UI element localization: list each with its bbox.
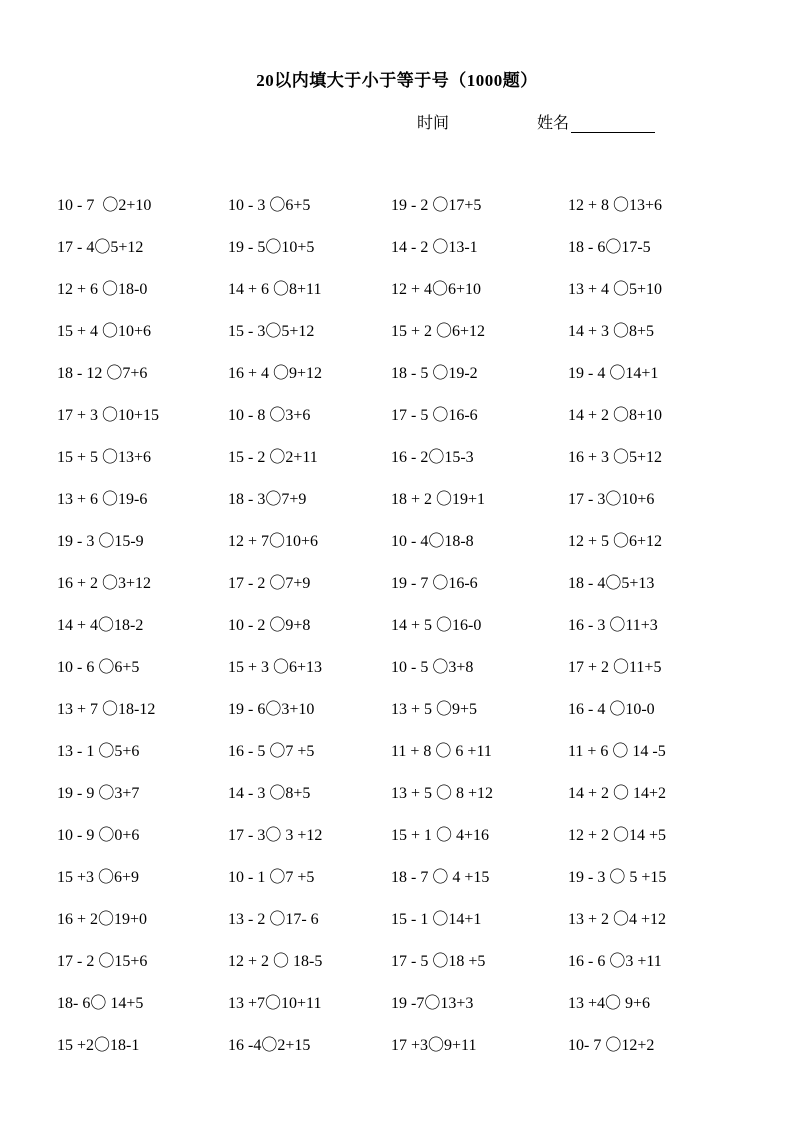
comparison-problem[interactable]: 19 - 6〇3+10 xyxy=(228,701,315,718)
problem-row xyxy=(0,612,794,654)
problem-row xyxy=(0,234,794,276)
problem-row xyxy=(0,906,794,948)
comparison-problem[interactable]: 16 + 4 〇9+12 xyxy=(228,365,323,382)
comparison-problem[interactable]: 13 + 6 〇19-6 xyxy=(57,491,148,508)
comparison-problem[interactable]: 16 + 2 〇3+12 xyxy=(57,575,152,592)
comparison-problem[interactable]: 12 + 5 〇6+12 xyxy=(568,533,663,550)
comparison-problem[interactable]: 15 - 1 〇14+1 xyxy=(391,911,482,928)
comparison-problem[interactable]: 18 - 4〇5+13 xyxy=(568,575,655,592)
comparison-problem[interactable]: 10 - 4〇18-8 xyxy=(391,533,474,550)
comparison-problem[interactable]: 15 + 3 〇6+13 xyxy=(228,659,323,676)
comparison-problem[interactable]: 18 - 3〇7+9 xyxy=(228,491,307,508)
comparison-problem[interactable]: 13 + 2 〇4 +12 xyxy=(568,911,667,928)
comparison-problem[interactable]: 14 + 5 〇16-0 xyxy=(391,617,482,634)
comparison-problem[interactable]: 14 - 2 〇13-1 xyxy=(391,239,478,256)
comparison-problem[interactable]: 10 - 7 〇2+10 xyxy=(57,197,152,214)
comparison-problem[interactable]: 19 -7〇13+3 xyxy=(391,995,474,1012)
problem-row xyxy=(0,528,794,570)
comparison-problem[interactable]: 14 + 3 〇8+5 xyxy=(568,323,655,340)
comparison-problem[interactable]: 12 + 4〇6+10 xyxy=(391,281,482,298)
problem-row xyxy=(0,780,794,822)
comparison-problem[interactable]: 10 - 6 〇6+5 xyxy=(57,659,140,676)
comparison-problem[interactable]: 13 +7〇10+11 xyxy=(228,995,322,1012)
comparison-problem[interactable]: 10 - 9 〇0+6 xyxy=(57,827,140,844)
comparison-problem[interactable]: 17 - 4〇5+12 xyxy=(57,239,144,256)
comparison-problem[interactable]: 18 - 5 〇19-2 xyxy=(391,365,478,382)
page-title: 20以内填大于小于等于号（1000题） xyxy=(256,71,538,90)
comparison-problem[interactable]: 10 - 8 〇3+6 xyxy=(228,407,311,424)
comparison-problem[interactable]: 19 - 2 〇17+5 xyxy=(391,197,482,214)
problem-row xyxy=(0,990,794,1032)
comparison-problem[interactable]: 18 - 7 〇 4 +15 xyxy=(391,869,490,886)
problem-row xyxy=(0,738,794,780)
comparison-problem[interactable]: 15 - 3〇5+12 xyxy=(228,323,315,340)
comparison-problem[interactable]: 12 + 7〇10+6 xyxy=(228,533,319,550)
comparison-problem[interactable]: 16 - 4 〇10-0 xyxy=(568,701,655,718)
comparison-problem[interactable]: 17 - 5 〇16-6 xyxy=(391,407,478,424)
comparison-problem[interactable]: 15 +2〇18-1 xyxy=(57,1037,140,1054)
comparison-problem[interactable]: 18 - 6〇17-5 xyxy=(568,239,651,256)
comparison-problem[interactable]: 18- 6〇 14+5 xyxy=(57,995,144,1012)
problem-row xyxy=(0,822,794,864)
comparison-problem[interactable]: 16 - 3 〇11+3 xyxy=(568,617,658,634)
comparison-problem[interactable]: 17 +3〇9+11 xyxy=(391,1037,477,1054)
comparison-problem[interactable]: 10- 7 〇12+2 xyxy=(568,1037,655,1054)
comparison-problem[interactable]: 13 + 5 〇 8 +12 xyxy=(391,785,494,802)
name-label: 姓名 xyxy=(537,115,570,132)
comparison-problem[interactable]: 12 + 2 〇14 +5 xyxy=(568,827,667,844)
comparison-problem[interactable]: 14 + 6 〇8+11 xyxy=(228,281,322,298)
time-label: 时间 xyxy=(417,115,450,132)
comparison-problem[interactable]: 17 - 5 〇18 +5 xyxy=(391,953,486,970)
comparison-problem[interactable]: 12 + 8 〇13+6 xyxy=(568,197,663,214)
comparison-problem[interactable]: 18 - 12 〇7+6 xyxy=(57,365,148,382)
comparison-problem[interactable]: 19 - 3 〇 5 +15 xyxy=(568,869,667,886)
problem-row xyxy=(0,402,794,444)
comparison-problem[interactable]: 19 - 4 〇14+1 xyxy=(568,365,659,382)
comparison-problem[interactable]: 14 + 4〇18-2 xyxy=(57,617,144,634)
comparison-problem[interactable]: 13 - 1 〇5+6 xyxy=(57,743,140,760)
comparison-problem[interactable]: 16 - 6 〇3 +11 xyxy=(568,953,662,970)
comparison-problem[interactable]: 13 + 5 〇9+5 xyxy=(391,701,478,718)
comparison-problem[interactable]: 18 + 2 〇19+1 xyxy=(391,491,486,508)
comparison-problem[interactable]: 17 + 2 〇11+5 xyxy=(568,659,662,676)
comparison-problem[interactable]: 10 - 2 〇9+8 xyxy=(228,617,311,634)
problem-row xyxy=(0,1032,794,1074)
comparison-problem[interactable]: 15 - 2 〇2+11 xyxy=(228,449,318,466)
comparison-problem[interactable]: 11 + 8 〇 6 +11 xyxy=(391,743,492,760)
comparison-problem[interactable]: 19 - 7 〇16-6 xyxy=(391,575,478,592)
comparison-problem[interactable]: 14 + 2 〇8+10 xyxy=(568,407,663,424)
problem-row xyxy=(0,654,794,696)
comparison-problem[interactable]: 16 + 2〇19+0 xyxy=(57,911,148,928)
comparison-problem[interactable]: 13 + 7 〇18-12 xyxy=(57,701,156,718)
comparison-problem[interactable]: 16 - 2〇15-3 xyxy=(391,449,474,466)
comparison-problem[interactable]: 13 +4〇 9+6 xyxy=(568,995,651,1012)
comparison-problem[interactable]: 19 - 3 〇15-9 xyxy=(57,533,144,550)
comparison-problem[interactable]: 19 - 9 〇3+7 xyxy=(57,785,140,802)
comparison-problem[interactable]: 17 - 2 〇7+9 xyxy=(228,575,311,592)
comparison-problem[interactable]: 14 + 2 〇 14+2 xyxy=(568,785,667,802)
comparison-problem[interactable]: 17 - 3〇 3 +12 xyxy=(228,827,323,844)
problem-row xyxy=(0,570,794,612)
name-blank-line[interactable] xyxy=(571,116,655,133)
comparison-problem[interactable]: 10 - 1 〇7 +5 xyxy=(228,869,315,886)
comparison-problem[interactable]: 12 + 2 〇 18-5 xyxy=(228,953,323,970)
comparison-problem[interactable]: 15 + 1 〇 4+16 xyxy=(391,827,490,844)
problem-row xyxy=(0,276,794,318)
problem-row xyxy=(0,318,794,360)
problem-row xyxy=(0,948,794,990)
comparison-problem[interactable]: 17 - 2 〇15+6 xyxy=(57,953,148,970)
comparison-problem[interactable]: 14 - 3 〇8+5 xyxy=(228,785,311,802)
problem-row xyxy=(0,864,794,906)
comparison-problem[interactable]: 13 + 4 〇5+10 xyxy=(568,281,663,298)
comparison-problem[interactable]: 16 -4〇2+15 xyxy=(228,1037,311,1054)
problem-grid xyxy=(0,192,794,1074)
comparison-problem[interactable]: 15 + 2 〇6+12 xyxy=(391,323,486,340)
problem-row xyxy=(0,696,794,738)
comparison-problem[interactable]: 17 + 3 〇10+15 xyxy=(57,407,160,424)
name-field xyxy=(537,110,655,133)
comparison-problem[interactable]: 10 - 5 〇3+8 xyxy=(391,659,474,676)
comparison-problem[interactable]: 16 - 5 〇7 +5 xyxy=(228,743,315,760)
comparison-problem[interactable]: 11 + 6 〇 14 -5 xyxy=(568,743,666,760)
comparison-problem[interactable]: 15 + 4 〇10+6 xyxy=(57,323,152,340)
problem-row xyxy=(0,360,794,402)
comparison-problem[interactable]: 17 - 3〇10+6 xyxy=(568,491,655,508)
comparison-problem[interactable]: 19 - 5〇10+5 xyxy=(228,239,315,256)
comparison-problem[interactable]: 16 + 3 〇5+12 xyxy=(568,449,663,466)
comparison-problem[interactable]: 10 - 3 〇6+5 xyxy=(228,197,311,214)
comparison-problem[interactable]: 13 - 2 〇17- 6 xyxy=(228,911,319,928)
problem-row xyxy=(0,444,794,486)
problem-row xyxy=(0,486,794,528)
comparison-problem[interactable]: 15 +3 〇6+9 xyxy=(57,869,140,886)
comparison-problem[interactable]: 15 + 5 〇13+6 xyxy=(57,449,152,466)
problem-row xyxy=(0,192,794,234)
comparison-problem[interactable]: 12 + 6 〇18-0 xyxy=(57,281,148,298)
